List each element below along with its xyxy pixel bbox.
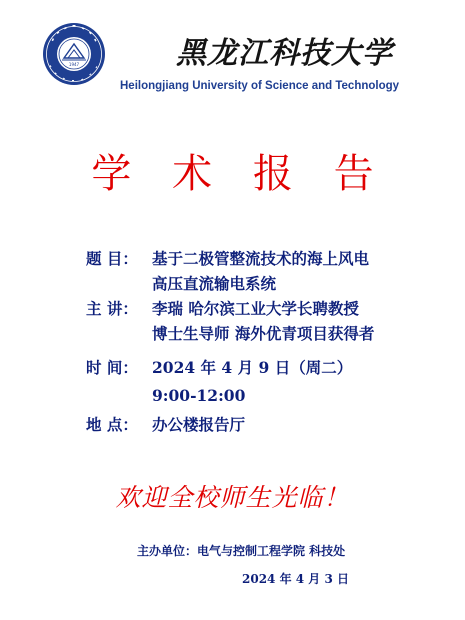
seal-year: 1947 — [68, 62, 80, 67]
university-name-english: Heilongjiang University of Science and Technology — [120, 80, 400, 92]
welcome-message: 欢迎全校师生光临！ — [115, 483, 350, 512]
announcement-date: 2024 年 4 月 3 日 — [242, 572, 349, 586]
university-name-calligraphy: 黑龙江科技大学 — [176, 36, 393, 71]
host-organizer: 主办单位：电气与控制工程学院 科技处 — [137, 544, 346, 558]
university-seal-logo — [42, 22, 106, 86]
poster-title: 学 术 报 告 — [91, 151, 388, 197]
